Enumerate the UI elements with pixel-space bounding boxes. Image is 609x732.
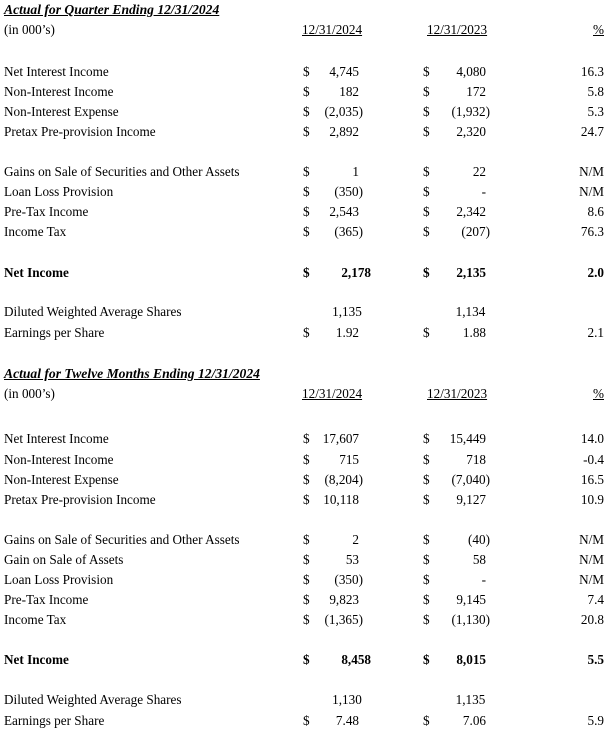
table-row — [0, 204, 609, 222]
percent-change: 8.6 — [587, 204, 604, 219]
annual-col-current: 12/31/2024 — [302, 386, 363, 401]
row-label: Net Interest Income — [4, 431, 109, 446]
row-label: Non-Interest Expense — [4, 104, 119, 119]
current-value: 2,543 — [329, 204, 359, 219]
percent-change: 5.9 — [587, 713, 604, 728]
table-row — [0, 164, 609, 182]
table-row — [0, 552, 609, 570]
currency-symbol: $ — [303, 124, 310, 139]
row-label: Net Income — [4, 652, 69, 667]
currency-symbol: $ — [303, 64, 310, 79]
current-value: (365) — [334, 224, 363, 239]
prior-value: 172 — [466, 84, 486, 99]
currency-symbol: $ — [303, 431, 310, 446]
net-income-row — [0, 265, 609, 283]
table-row — [0, 612, 609, 630]
current-value: (8,204) — [324, 472, 363, 487]
currency-symbol: $ — [423, 124, 430, 139]
prior-value: (207) — [461, 224, 490, 239]
currency-symbol: $ — [303, 265, 310, 280]
current-value: 53 — [345, 552, 359, 567]
prior-value: 1,135 — [455, 692, 486, 707]
table-row — [0, 304, 609, 322]
table-row — [0, 472, 609, 490]
current-value: (350) — [334, 184, 363, 199]
percent-change: 14.0 — [580, 431, 604, 446]
quarter-title: Actual for Quarter Ending 12/31/2024 — [4, 2, 220, 17]
table-row — [0, 104, 609, 122]
table-row — [0, 64, 609, 82]
currency-symbol: $ — [303, 532, 310, 547]
annual-title: Actual for Twelve Months Ending 12/31/2024 — [4, 366, 260, 381]
currency-symbol: $ — [303, 592, 310, 607]
row-label: Gains on Sale of Securities and Other Assets — [4, 532, 240, 547]
percent-change: 24.7 — [580, 124, 604, 139]
percent-change: -0.4 — [583, 452, 604, 467]
row-label: Pre-Tax Income — [4, 592, 89, 607]
row-label: Pre-Tax Income — [4, 204, 89, 219]
current-value: (350) — [334, 572, 363, 587]
current-value: 1.92 — [335, 325, 359, 340]
prior-value: 718 — [466, 452, 486, 467]
current-value: (1,365) — [324, 612, 363, 627]
current-value: 9,823 — [329, 592, 359, 607]
currency-symbol: $ — [423, 652, 430, 667]
prior-value: - — [481, 184, 486, 199]
current-value: 1 — [352, 164, 359, 179]
currency-symbol: $ — [423, 104, 430, 119]
row-label: Earnings per Share — [4, 325, 105, 340]
percent-change: 5.3 — [587, 104, 604, 119]
percent-change: N/M — [579, 532, 604, 547]
row-label: Diluted Weighted Average Shares — [4, 304, 182, 319]
table-row — [0, 124, 609, 142]
table-row — [0, 713, 609, 731]
table-row — [0, 692, 609, 710]
currency-symbol: $ — [423, 224, 430, 239]
current-value: 715 — [339, 452, 359, 467]
currency-symbol: $ — [423, 713, 430, 728]
currency-symbol: $ — [423, 325, 430, 340]
currency-symbol: $ — [303, 104, 310, 119]
currency-symbol: $ — [303, 612, 310, 627]
percent-change: N/M — [579, 164, 604, 179]
percent-change: 16.3 — [580, 64, 604, 79]
prior-value: 7.06 — [462, 713, 486, 728]
annual-units: (in 000’s) — [4, 386, 55, 401]
quarter-col-pct: % — [593, 22, 604, 37]
row-label: Gain on Sale of Assets — [4, 552, 124, 567]
row-label: Earnings per Share — [4, 713, 105, 728]
prior-value: 8,015 — [456, 652, 486, 667]
current-value: 182 — [339, 84, 359, 99]
currency-symbol: $ — [303, 572, 310, 587]
annual-col-pct: % — [593, 386, 604, 401]
row-label: Pretax Pre-provision Income — [4, 124, 156, 139]
prior-value: 15,449 — [449, 431, 486, 446]
percent-change: N/M — [579, 572, 604, 587]
quarter-units: (in 000’s) — [4, 22, 55, 37]
table-row — [0, 492, 609, 510]
table-row — [0, 452, 609, 470]
prior-value: 9,145 — [456, 592, 486, 607]
net-income-row — [0, 652, 609, 670]
table-row — [0, 532, 609, 550]
currency-symbol: $ — [303, 492, 310, 507]
current-value: 2,892 — [329, 124, 359, 139]
prior-value: 2,342 — [456, 204, 486, 219]
row-label: Non-Interest Income — [4, 84, 114, 99]
currency-symbol: $ — [423, 164, 430, 179]
current-value: 4,745 — [329, 64, 359, 79]
prior-value: 2,320 — [456, 124, 486, 139]
current-value: 7.48 — [335, 713, 359, 728]
table-row — [0, 325, 609, 343]
currency-symbol: $ — [423, 265, 430, 280]
current-value: 1,130 — [332, 692, 362, 707]
table-row — [0, 224, 609, 242]
quarter-col-prior: 12/31/2023 — [427, 22, 488, 37]
row-label: Net Interest Income — [4, 64, 109, 79]
currency-symbol: $ — [303, 452, 310, 467]
currency-symbol: $ — [303, 652, 310, 667]
prior-value: 22 — [472, 164, 486, 179]
row-label: Diluted Weighted Average Shares — [4, 692, 182, 707]
prior-value: 9,127 — [456, 492, 486, 507]
quarter-col-current: 12/31/2024 — [302, 22, 363, 37]
prior-value: 1.88 — [462, 325, 486, 340]
currency-symbol: $ — [423, 204, 430, 219]
percent-change: N/M — [579, 184, 604, 199]
currency-symbol: $ — [423, 572, 430, 587]
prior-value: (40) — [468, 532, 490, 547]
table-row — [0, 184, 609, 202]
currency-symbol: $ — [423, 452, 430, 467]
currency-symbol: $ — [423, 84, 430, 99]
current-value: 17,607 — [322, 431, 359, 446]
currency-symbol: $ — [423, 64, 430, 79]
percent-change: 5.5 — [587, 652, 604, 667]
percent-change: N/M — [579, 552, 604, 567]
prior-value: 1,134 — [455, 304, 486, 319]
prior-value: (7,040) — [451, 472, 490, 487]
currency-symbol: $ — [303, 552, 310, 567]
percent-change: 2.1 — [587, 325, 604, 340]
percent-change: 10.9 — [580, 492, 604, 507]
currency-symbol: $ — [303, 204, 310, 219]
currency-symbol: $ — [423, 184, 430, 199]
current-value: 1,135 — [332, 304, 362, 319]
prior-value: (1,932) — [451, 104, 490, 119]
currency-symbol: $ — [303, 224, 310, 239]
currency-symbol: $ — [303, 713, 310, 728]
row-label: Gains on Sale of Securities and Other Assets — [4, 164, 240, 179]
row-label: Non-Interest Income — [4, 452, 114, 467]
percent-change: 5.8 — [587, 84, 604, 99]
prior-value: 58 — [472, 552, 486, 567]
annual-col-prior: 12/31/2023 — [427, 386, 488, 401]
table-row — [0, 592, 609, 610]
row-label: Income Tax — [4, 612, 67, 627]
row-label: Net Income — [4, 265, 69, 280]
currency-symbol: $ — [303, 325, 310, 340]
row-label: Non-Interest Expense — [4, 472, 119, 487]
row-label: Pretax Pre-provision Income — [4, 492, 156, 507]
percent-change: 20.8 — [580, 612, 604, 627]
current-value: 2 — [352, 532, 359, 547]
prior-value: 2,135 — [456, 265, 486, 280]
currency-symbol: $ — [303, 472, 310, 487]
percent-change: 76.3 — [580, 224, 604, 239]
table-row — [0, 84, 609, 102]
table-row — [0, 572, 609, 590]
prior-value: 4,080 — [456, 64, 486, 79]
prior-value: - — [481, 572, 486, 587]
currency-symbol: $ — [423, 612, 430, 627]
current-value: 2,178 — [341, 265, 371, 280]
prior-value: (1,130) — [451, 612, 490, 627]
currency-symbol: $ — [423, 592, 430, 607]
currency-symbol: $ — [423, 472, 430, 487]
currency-symbol: $ — [423, 492, 430, 507]
current-value: (2,035) — [324, 104, 363, 119]
currency-symbol: $ — [303, 84, 310, 99]
currency-symbol: $ — [423, 532, 430, 547]
row-label: Loan Loss Provision — [4, 572, 114, 587]
percent-change: 16.5 — [580, 472, 604, 487]
table-row — [0, 431, 609, 449]
percent-change: 2.0 — [587, 265, 604, 280]
current-value: 8,458 — [341, 652, 371, 667]
percent-change: 7.4 — [587, 592, 604, 607]
currency-symbol: $ — [423, 431, 430, 446]
row-label: Loan Loss Provision — [4, 184, 114, 199]
currency-symbol: $ — [303, 164, 310, 179]
currency-symbol: $ — [303, 184, 310, 199]
row-label: Income Tax — [4, 224, 67, 239]
currency-symbol: $ — [423, 552, 430, 567]
current-value: 10,118 — [323, 492, 359, 507]
